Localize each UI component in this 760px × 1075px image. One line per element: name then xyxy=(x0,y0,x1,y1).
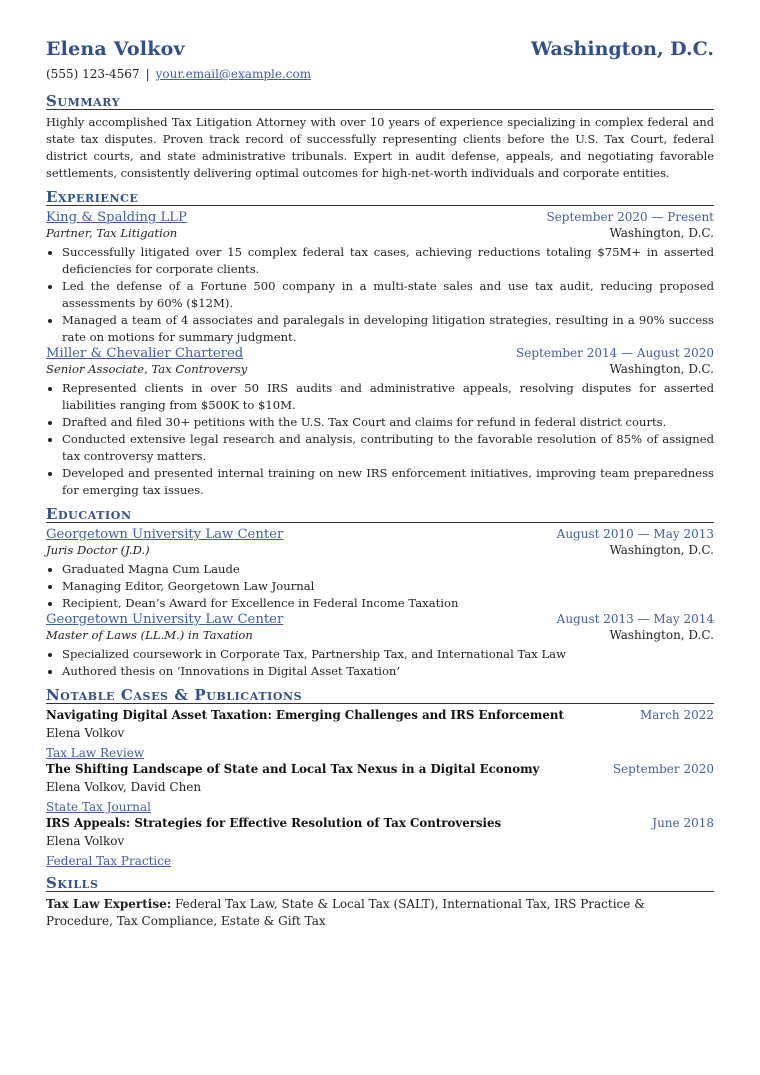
list-item: • Managing Editor, Georgetown Law Journal xyxy=(62,578,714,595)
publications-section xyxy=(46,687,714,870)
entry-location: Washington, D.C. xyxy=(609,226,714,240)
publication-date: June 2018 xyxy=(652,816,714,830)
education-entry xyxy=(46,527,714,612)
list-item: • Authored thesis on ‘Innovations in Digital Asset Taxation’ xyxy=(62,663,714,680)
skills-list: Federal Tax Law, State & Local Tax (SALT), International Tax, IRS Practice & Procedure, Tax Compliance, Estate & Gift Tax xyxy=(46,897,645,928)
employer-link[interactable]: King & Spalding LLP xyxy=(46,210,187,225)
publication-item xyxy=(46,708,714,762)
publication-date: September 2020 xyxy=(612,762,714,776)
list-item: • Specialized coursework in Corporate Tax, Partnership Tax, and International Tax Law xyxy=(62,646,714,663)
publication-date: March 2022 xyxy=(640,708,714,722)
school-link[interactable]: Georgetown University Law Center xyxy=(46,612,284,627)
resume-page xyxy=(46,38,714,930)
employer-link[interactable]: Miller & Chevalier Chartered xyxy=(46,346,244,361)
summary-text: Highly accomplished Tax Litigation Attorney with over 10 years of experience specializing in complex federal and state tax disputes. Proven track record of successfully representing clients before the U.S. Tax Court, federal district courts, and state administrative tribunals. Expert in audit defense, appeals, and negotiating favorable settlements, consistently delivering optimal outcomes for high-net-worth individuals and corporate entities. xyxy=(46,115,714,180)
publication-authors: Elena Volkov xyxy=(46,834,125,848)
job-title: Partner, Tax Litigation xyxy=(46,226,178,240)
entry-location: Washington, D.C. xyxy=(609,628,714,642)
publication-title: The Shifting Landscape of State and Local Tax Nexus in a Digital Economy xyxy=(46,762,540,776)
candidate-name: Elena Volkov xyxy=(46,38,185,60)
entry-dates: September 2020 — Present xyxy=(546,210,714,224)
publication-item xyxy=(46,816,714,870)
experience-section xyxy=(46,189,714,499)
phone-number: (555) 123-4567 xyxy=(46,67,140,81)
section-title-summary: Summary xyxy=(46,93,714,110)
experience-entry xyxy=(46,210,714,346)
education-entry xyxy=(46,612,714,680)
bullet-list xyxy=(46,561,714,612)
entry-location: Washington, D.C. xyxy=(609,543,714,557)
publication-title: Navigating Digital Asset Taxation: Emerging Challenges and IRS Enforcement xyxy=(46,708,564,722)
summary-section xyxy=(46,93,714,182)
candidate-location: Washington, D.C. xyxy=(530,38,714,60)
degree: Juris Doctor (J.D.) xyxy=(46,543,150,557)
section-title-publications: Notable Cases & Publications xyxy=(46,687,714,704)
publication-authors: Elena Volkov, David Chen xyxy=(46,780,202,794)
bullet-list xyxy=(46,646,714,680)
list-item: • Represented clients in over 50 IRS audits and administrative appeals, resolving disputes for asserted liabilities ranging from $500K to $10M. xyxy=(62,380,714,414)
publication-item xyxy=(46,762,714,816)
list-item: • Successfully litigated over 15 complex federal tax cases, achieving reductions totaling $75M+ in asserted deficiencies for corporate clients. xyxy=(62,244,714,278)
job-title: Senior Associate, Tax Controversy xyxy=(46,362,248,376)
publication-authors: Elena Volkov xyxy=(46,726,125,740)
entry-dates: August 2010 — May 2013 xyxy=(556,527,714,541)
bullet-list xyxy=(46,244,714,346)
contact-line xyxy=(46,67,714,81)
degree: Master of Laws (LL.M.) in Taxation xyxy=(46,628,253,642)
list-item: • Managed a team of 4 associates and paralegals in developing litigation strategies, resulting in a 90% success rate on motions for summary judgment. xyxy=(62,312,714,346)
publication-title: IRS Appeals: Strategies for Effective Resolution of Tax Controversies xyxy=(46,816,502,830)
experience-entry xyxy=(46,346,714,499)
education-section xyxy=(46,506,714,680)
list-item: • Developed and presented internal training on new IRS enforcement initiatives, improving team preparedness for emerging tax issues. xyxy=(62,465,714,499)
entry-dates: September 2014 — August 2020 xyxy=(516,346,714,360)
skills-text xyxy=(46,896,714,930)
publication-venue-link[interactable]: State Tax Journal xyxy=(46,800,151,814)
list-item: • Recipient, Dean’s Award for Excellence in Federal Income Taxation xyxy=(62,595,714,612)
email-link[interactable]: your.email@example.com xyxy=(155,67,312,81)
bullet-list xyxy=(46,380,714,499)
skills-label: Tax Law Expertise: xyxy=(46,897,172,911)
list-item: • Led the defense of a Fortune 500 company in a multi-state sales and use tax audit, reducing proposed assessments by 60% ($12M). xyxy=(62,278,714,312)
contact-separator: | xyxy=(145,67,150,81)
school-link[interactable]: Georgetown University Law Center xyxy=(46,527,284,542)
skills-section xyxy=(46,875,714,930)
list-item: • Drafted and filed 30+ petitions with the U.S. Tax Court and claims for refund in federal district courts. xyxy=(62,414,714,431)
entry-dates: August 2013 — May 2014 xyxy=(556,612,714,626)
publication-venue-link[interactable]: Tax Law Review xyxy=(46,746,145,760)
resume-header xyxy=(46,38,714,60)
list-item: • Conducted extensive legal research and analysis, contributing to the favorable resolution of 85% of assigned tax controversy matters. xyxy=(62,431,714,465)
list-item: • Graduated Magna Cum Laude xyxy=(62,561,714,578)
section-title-education: Education xyxy=(46,506,714,523)
entry-location: Washington, D.C. xyxy=(609,362,714,376)
publication-venue-link[interactable]: Federal Tax Practice xyxy=(46,854,172,868)
section-title-experience: Experience xyxy=(46,189,714,206)
section-title-skills: Skills xyxy=(46,875,714,892)
